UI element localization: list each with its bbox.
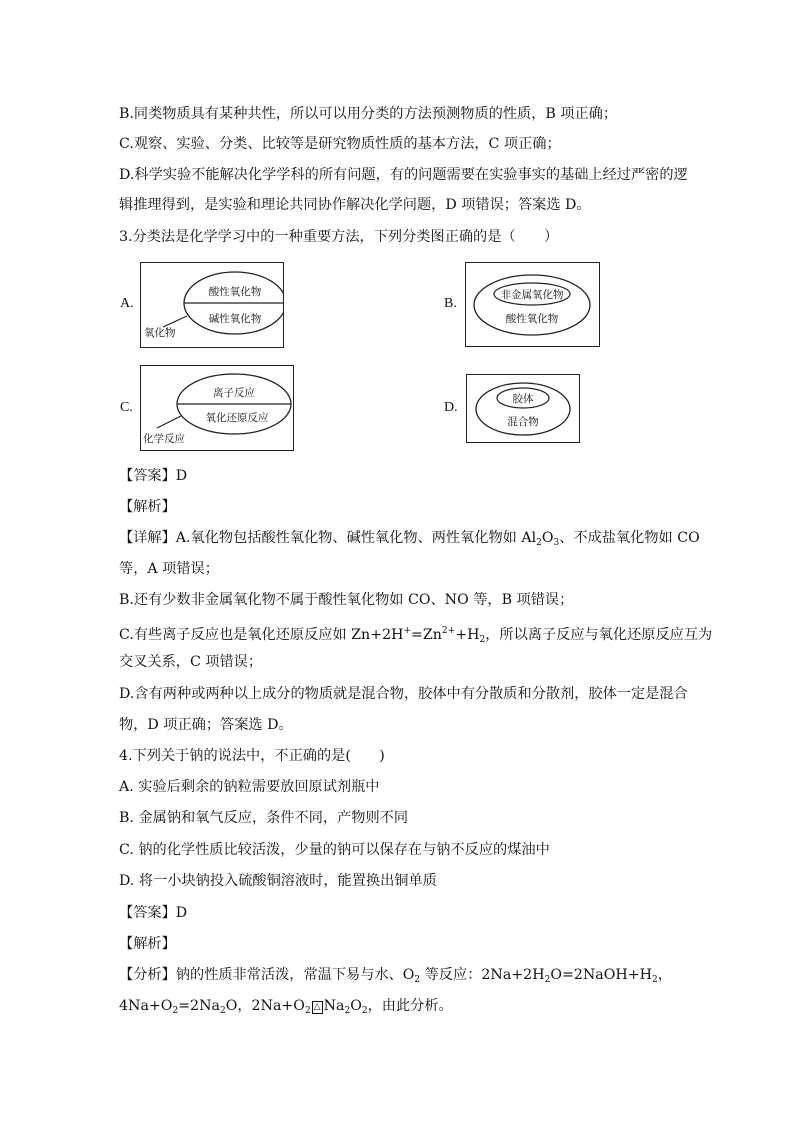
diagram-d xyxy=(466,374,580,443)
diagram-b-inner-label: 非金属氧化物 xyxy=(500,289,564,301)
diagram-b xyxy=(465,262,600,347)
text-line: B.还有少数非金属氧化物不属于酸性氧化物如 CO、NO 等，B 项错误； xyxy=(119,592,574,608)
option-a-label: A. xyxy=(120,296,134,311)
diagram-d-outer-label: 混合物 xyxy=(507,416,539,428)
diagram-c xyxy=(140,365,294,451)
heat-symbol: △ xyxy=(313,1002,321,1012)
option-4b: B. 金属钠和氧气反应，条件不同，产物则不同 xyxy=(119,810,409,826)
question-4: 4.下列关于钠的说法中，不正确的是( ) xyxy=(119,748,385,764)
text-line: 物，D 项正确；答案选 D。 xyxy=(119,717,293,733)
text-line: 交叉关系，C 项错误； xyxy=(119,654,263,670)
answer-3: 【答案】D xyxy=(119,468,188,484)
text-line: D.含有两种或两种以上成分的物质就是混合物，胶体中有分散质和分散剂，胶体一定是混合 xyxy=(119,686,688,702)
detail-line-3: C.有些离子反应也是氧化还原反应如 $Zn+2H^+=Zn^{2+}+H_2$，所以离子反应与氧化还原反应互为 xyxy=(119,626,713,645)
text-line: 等，A 项错误； xyxy=(119,561,219,577)
option-c-label: C. xyxy=(120,400,133,415)
analysis-heading-4: 【解析】 xyxy=(119,936,176,952)
text-line: 辑推理得到，是实验和理论共同协作解决化学问题，D 项错误；答案选 D。 xyxy=(119,197,591,213)
detail-line-1: 【详解】A.氧化物包括酸性氧化物、碱性氧化物、两性氧化物如 $Al_2O_3$、不成盐氧化物如 CO xyxy=(119,530,700,548)
diagram-b-outer-label: 酸性氧化物 xyxy=(505,313,559,325)
question-3: 3.分类法是化学学习中的一种重要方法，下列分类图正确的是（ ） xyxy=(119,229,559,245)
diagram-c-outer-label: 化学反应 xyxy=(143,433,185,445)
analysis-heading-3: 【解析】 xyxy=(119,499,176,515)
analysis-line-1: 【分析】钠的性质非常活泼，常温下易与水、$O_2$ 等反应：$2Na+2H_2O=2NaOH+H_2$， xyxy=(119,967,672,985)
option-4c: C. 钠的化学性质比较活泼，少量的钠可以保存在与钠不反应的煤油中 xyxy=(119,842,550,858)
diagram-a-bottom-label: 碱性氧化物 xyxy=(208,313,262,325)
text-line: B.同类物质具有某种共性，所以可以用分类的方法预测物质的性质，B 项正确； xyxy=(119,106,618,122)
diagram-a xyxy=(140,262,284,348)
option-4d: D. 将一小块钠投入硫酸铜溶液时，能置换出铜单质 xyxy=(119,873,437,889)
option-b-label: B. xyxy=(444,296,457,311)
option-4a: A. 实验后剩余的钠粒需要放回原试剂瓶中 xyxy=(119,779,380,795)
answer-4: 【答案】D xyxy=(119,905,188,921)
analysis-line-2: $4Na+O_2=2Na_2O$，$2Na+O_2$ △ $Na_2O_2$，由此分析。 xyxy=(119,998,453,1016)
diagram-a-top-label: 酸性氧化物 xyxy=(208,286,262,298)
diagram-a-outer-label: 氧化物 xyxy=(144,327,176,339)
diagram-c-bottom-label: 氧化还原反应 xyxy=(205,412,269,424)
text-line: D.科学实验不能解决化学学科的所有问题，有的问题需要在实验事实的基础上经过严密的逻 xyxy=(119,167,688,183)
text-line: C.观察、实验、分类、比较等是研究物质性质的基本方法，C 项正确； xyxy=(119,136,561,152)
diagram-c-top-label: 离子反应 xyxy=(213,387,255,399)
diagram-d-inner-label: 胶体 xyxy=(512,393,534,405)
option-d-label: D. xyxy=(444,400,458,415)
